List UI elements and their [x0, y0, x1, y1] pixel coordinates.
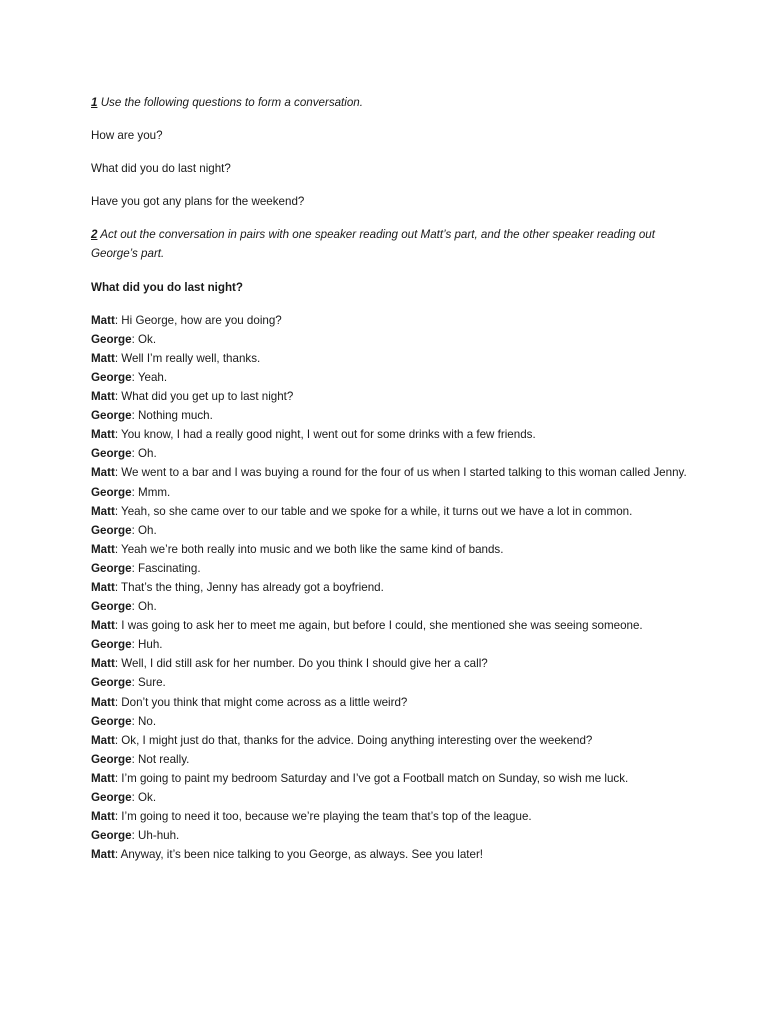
dialogue-line [91, 444, 691, 463]
dialogue-line [91, 712, 691, 731]
question-3: Have you got any plans for the weekend? [91, 195, 305, 209]
dialogue-line [91, 750, 691, 769]
dialogue-line [91, 654, 691, 673]
task-2-instruction [91, 225, 691, 263]
dialogue-line [91, 483, 691, 502]
dialogue-text: : I’m going to paint my bedroom Saturday and I’ve got a Football match on Sunday, so wish me luck. [114, 771, 629, 785]
dialogue-line [91, 769, 691, 788]
speaker-name: Matt [91, 313, 115, 327]
dialogue-text: : Don’t you think that might come across as a little weird? [114, 695, 408, 709]
dialogue-text: : Huh. [131, 638, 163, 652]
dialogue-text: : Uh-huh. [131, 829, 180, 843]
dialogue-line [91, 311, 691, 330]
dialogue-text: : Anyway, it’s been nice talking to you George, as always. See you later! [114, 848, 484, 862]
speaker-name: George [91, 829, 132, 843]
speaker-name: Matt [91, 695, 115, 709]
dialogue-text: : No. [131, 714, 157, 728]
dialogue-line [91, 559, 691, 578]
dialogue-text: : Sure. [131, 676, 166, 690]
speaker-name: George [91, 714, 132, 728]
speaker-name: George [91, 638, 132, 652]
speaker-name: Matt [91, 351, 115, 365]
dialogue-text: : Nothing much. [131, 409, 213, 423]
speaker-name: Matt [91, 580, 115, 594]
speaker-name: George [91, 409, 132, 423]
dialogue-text: : Mmm. [131, 485, 171, 499]
speaker-name: Matt [91, 504, 115, 518]
dialogue-line [91, 387, 691, 406]
task-1-instruction [91, 93, 691, 112]
dialogue-text: : Yeah we’re both really into music and we both like the same kind of bands. [114, 542, 504, 556]
dialogue-line [91, 406, 691, 425]
speaker-name: George [91, 561, 132, 575]
dialogue-line [91, 673, 691, 692]
dialogue-text: : You know, I had a really good night, I went out for some drinks with a few friends. [114, 428, 536, 442]
dialogue [91, 311, 691, 865]
dialogue-text: : Oh. [131, 523, 157, 537]
dialogue-line [91, 578, 691, 597]
dialogue-text: : Oh. [131, 447, 157, 461]
speaker-name: Matt [91, 810, 115, 824]
dialogue-text: : I was going to ask her to meet me again, but before I could, she mentioned she was seeing someone. [114, 619, 643, 633]
speaker-name: George [91, 791, 132, 804]
speaker-name: George [91, 752, 132, 766]
speaker-name: George [91, 676, 132, 690]
dialogue-text: : Ok, I might just do that, thanks for the advice. Doing anything interesting over the weekend? [114, 733, 593, 747]
dialogue-line [91, 368, 691, 387]
dialogue-text: : Ok. [131, 332, 157, 346]
speaker-name: Matt [91, 848, 115, 862]
speaker-name: Matt [91, 466, 115, 480]
dialogue-line [91, 788, 691, 807]
task-2-number: 2 [91, 228, 98, 242]
speaker-name: Matt [91, 657, 115, 671]
speaker-name: George [91, 370, 132, 384]
speaker-name: Matt [91, 542, 115, 556]
question-2: What did you do last night? [91, 162, 231, 176]
dialogue-line [91, 635, 691, 654]
dialogue-line [91, 693, 691, 712]
speaker-name: Matt [91, 428, 115, 442]
speaker-name: Matt [91, 733, 115, 747]
dialogue-line [91, 731, 691, 750]
speaker-name: Matt [91, 619, 115, 633]
dialogue-text: : Oh. [131, 600, 157, 614]
dialogue-text: : Well, I did still ask for her number. Do you think I should give her a call? [114, 657, 488, 671]
dialogue-text: : Ok. [131, 791, 157, 804]
task-2-text: Act out the conversation in pairs with one speaker reading out Matt’s part, and the other speaker reading out George’s part. [91, 228, 655, 261]
dialogue-line [91, 521, 691, 540]
dialogue-line [91, 845, 691, 864]
dialogue-line [91, 616, 691, 635]
question-1: How are you? [91, 129, 163, 143]
dialogue-line [91, 425, 691, 444]
dialogue-text: : We went to a bar and I was buying a round for the four of us when I started talking to this woman called Jenny. [114, 466, 687, 480]
dialogue-text: : Yeah. [131, 370, 168, 384]
task-1-number: 1 [91, 96, 98, 109]
dialogue-text: : Not really. [131, 752, 190, 766]
speaker-name: George [91, 523, 132, 537]
dialogue-line [91, 826, 691, 845]
dialogue-line [91, 597, 691, 616]
dialogue-line [91, 463, 691, 482]
dialogue-line [91, 330, 691, 349]
dialogue-title: What did you do last night? [91, 280, 243, 294]
dialogue-text: : I’m going to need it too, because we’re playing the team that’s top of the league. [114, 810, 532, 824]
task-1-text: Use the following questions to form a conversation. [100, 96, 363, 109]
dialogue-text: : That’s the thing, Jenny has already got a boyfriend. [114, 580, 384, 594]
document-page [91, 93, 691, 864]
speaker-name: George [91, 332, 132, 346]
dialogue-line [91, 540, 691, 559]
dialogue-line [91, 349, 691, 368]
dialogue-text: : Well I’m really well, thanks. [114, 351, 261, 365]
speaker-name: George [91, 600, 132, 614]
dialogue-line [91, 807, 691, 826]
dialogue-text: : Yeah, so she came over to our table and we spoke for a while, it turns out we have a lot in common. [114, 504, 633, 518]
speaker-name: Matt [91, 390, 115, 404]
dialogue-line [91, 502, 691, 521]
speaker-name: George [91, 485, 132, 499]
speaker-name: George [91, 447, 132, 461]
dialogue-text: : Hi George, how are you doing? [114, 313, 282, 327]
dialogue-text: : What did you get up to last night? [114, 390, 294, 404]
speaker-name: Matt [91, 771, 115, 785]
dialogue-text: : Fascinating. [131, 561, 201, 575]
